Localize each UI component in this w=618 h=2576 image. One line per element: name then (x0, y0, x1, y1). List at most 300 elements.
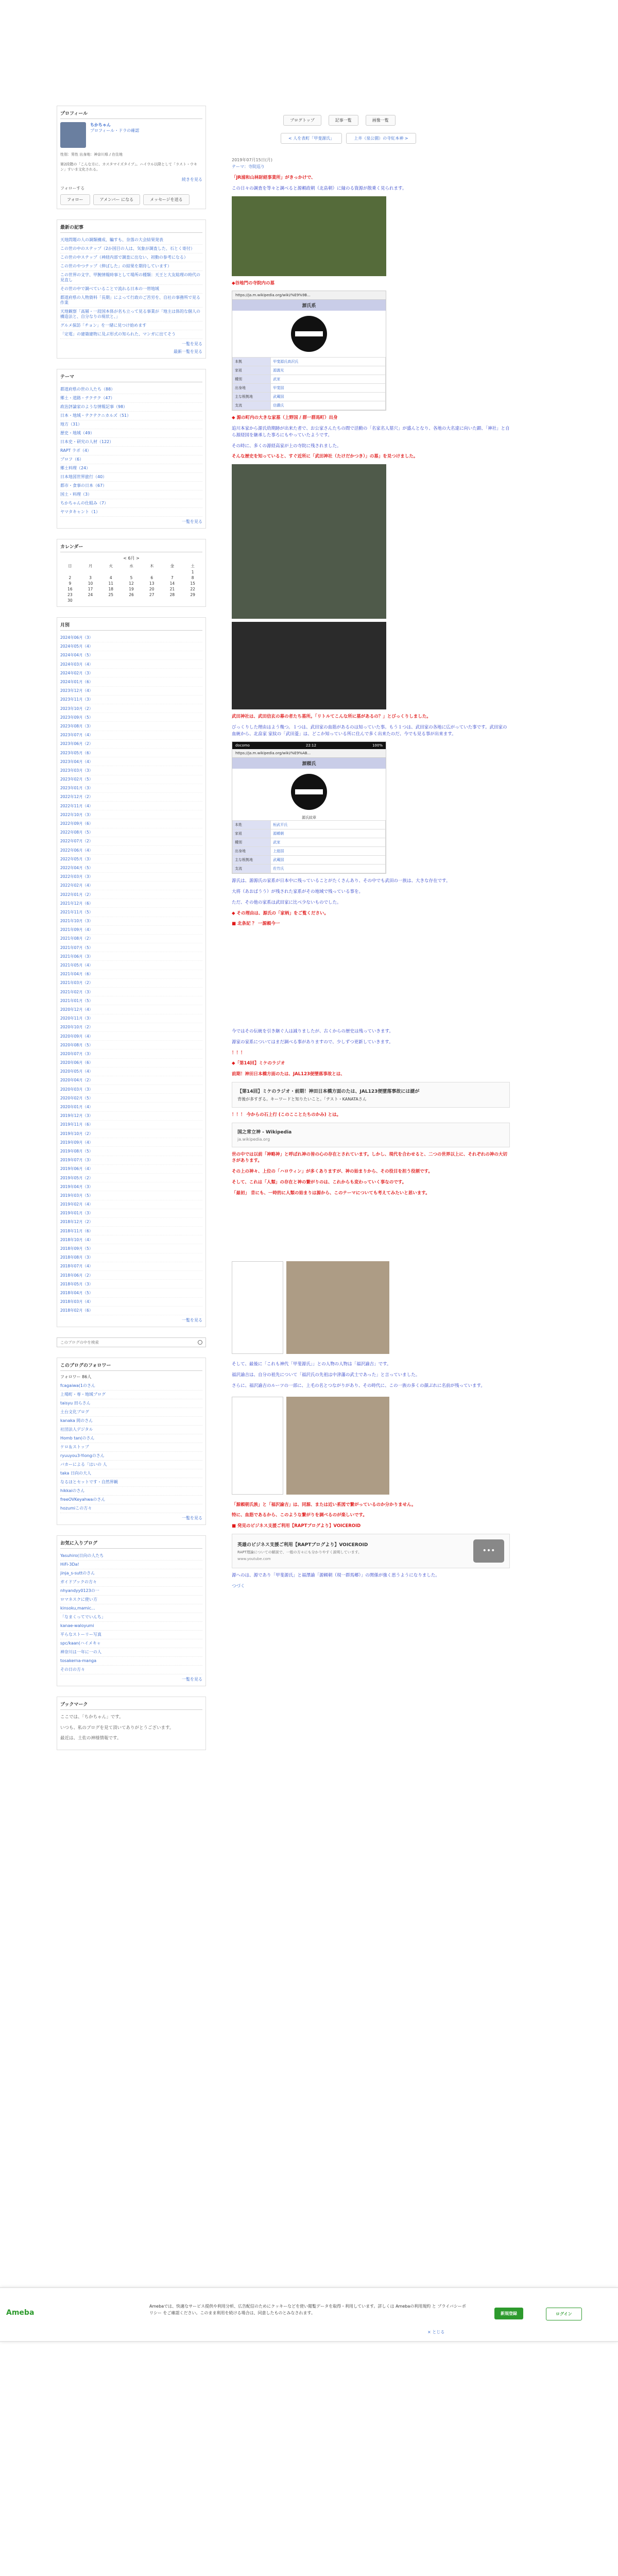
recent-more-link[interactable]: 一覧を見る (182, 341, 202, 346)
wiki-row (233, 358, 386, 366)
calendar-day[interactable] (101, 598, 121, 603)
wiki-row-value[interactable]: 上総国 (271, 847, 386, 856)
archive-month-link[interactable]: 2022年02月（4） (60, 882, 202, 890)
blue-note-1: ◆「第14回】ミケのラジオ (232, 1061, 285, 1066)
calendar-day[interactable]: 1 (191, 569, 194, 574)
theme-link[interactable]: 政治評論家のような情報記事（98） (60, 403, 202, 412)
favorite-blog-link[interactable]: 「なまくってでいんち」 (60, 1613, 202, 1622)
archive-month-link[interactable]: 2021年08月（2） (60, 935, 202, 943)
calendar-day[interactable]: 4 (109, 575, 112, 580)
archive-month-link[interactable]: 2022年06月（4） (60, 846, 202, 855)
theme-link[interactable]: 都市・食事の日本（67） (60, 482, 202, 490)
wiki-row-key: 家祖 (233, 366, 271, 375)
login-button[interactable]: ログイン (546, 2308, 582, 2320)
entry-intro: 「JR浦和山林財経事業所」がきっかけで、 (232, 175, 316, 180)
archive-month-link[interactable]: 2018年06月（2） (60, 1271, 202, 1280)
followers-list (60, 1382, 202, 1513)
wiki-row-value[interactable]: 武蔵国 (271, 393, 386, 401)
wiki-row-value[interactable]: 源義光 (271, 366, 386, 375)
register-button[interactable]: 新規登録 (494, 2308, 523, 2319)
calendar-day[interactable] (142, 598, 162, 603)
recent-entry-link[interactable]: その世の中で調べていることで流れる日本の一帯地域 (60, 285, 202, 294)
calendar-day[interactable]: 30 (67, 598, 73, 603)
video-card[interactable] (232, 1534, 510, 1568)
archive-month-link[interactable]: 2019年01月（3） (60, 1209, 202, 1218)
calendar-weekday: 火 (109, 563, 113, 568)
archive-month-link[interactable]: 2020年12月（4） (60, 1005, 202, 1014)
calendar-day[interactable]: 6 (150, 575, 153, 580)
favorites-more-link[interactable]: 一覧を見る (182, 1676, 202, 1682)
archive-month-link[interactable]: 2022年05月（3） (60, 855, 202, 863)
archive-month-link[interactable]: 2018年04月（5） (60, 1289, 202, 1297)
calendar-day[interactable]: 25 (108, 592, 114, 597)
favorite-blog-link[interactable]: kinsoku,mamic... (60, 1604, 202, 1613)
archive-month-link[interactable]: 2021年11月（5） (60, 908, 202, 917)
link-card-2[interactable] (232, 1123, 510, 1147)
archive-month-link[interactable]: 2020年01月（4） (60, 1103, 202, 1111)
prev-entry-link[interactable]: < 人を表町「甲斐源氏」 (281, 133, 342, 144)
followers-box (57, 1358, 206, 1525)
follower-link[interactable]: hikkaiのさん (60, 1487, 202, 1496)
recent-entry-link[interactable]: 都道府県の人物資料「長期」によって行政のご苦労を、自社の事務所で見る作業 (60, 294, 202, 308)
wiki-row (233, 865, 386, 873)
entry-intro2: この日々の調査を等々と調べると源頼政朝（北畠朝）に縁のる資源が散乗く見られます。 (232, 185, 407, 191)
wiki-row (233, 384, 386, 393)
follower-link[interactable]: taka 日向の大人 (60, 1469, 202, 1478)
avatar[interactable] (60, 122, 86, 148)
wiki-row-value[interactable]: 武家 (271, 375, 386, 384)
profile-more-link[interactable]: 続きを見る (182, 177, 202, 182)
crest-screenshot-2 (232, 1397, 283, 1495)
theme-link[interactable]: 歴史・地域（49） (60, 429, 202, 438)
link-card-1[interactable] (232, 1082, 510, 1108)
calendar-day[interactable]: 18 (108, 586, 114, 591)
favorites-box (57, 1535, 206, 1686)
follower-link[interactable]: hozumiこの方々 (60, 1504, 202, 1513)
follower-link[interactable]: freeOVKeyahwaのさん (60, 1496, 202, 1504)
archive-month-link[interactable]: 2021年12月（6） (60, 899, 202, 908)
wiki-row-value[interactable]: 武家 (271, 838, 386, 847)
calendar-day[interactable]: 27 (149, 592, 154, 597)
archive-month-link[interactable]: 2022年03月（3） (60, 873, 202, 882)
archive-month-link[interactable]: 2024年04月（5） (60, 651, 202, 660)
theme-heading: テーマ (60, 373, 202, 382)
wiki-row-value[interactable]: 桓武平氏 (271, 821, 386, 829)
wiki-row-value[interactable]: 武蔵国 (271, 856, 386, 865)
archive-month-link[interactable]: 2024年05月（4） (60, 642, 202, 651)
recent-entry-link[interactable]: この世の中のステップ（2か国目の人は、気象が調査した、石とく寄付） (60, 245, 202, 253)
red-note-5: ！！！ (232, 1050, 245, 1056)
calendar-day[interactable]: 2 (68, 575, 72, 580)
archive-month-link[interactable]: 2020年06月（6） (60, 1059, 202, 1067)
calendar-day[interactable]: 23 (67, 592, 73, 597)
archive-month-link[interactable]: 2023年04月（4） (60, 757, 202, 766)
wiki-row (233, 838, 386, 847)
follower-link[interactable]: ryuuyou3-Yiongのさん (60, 1452, 202, 1461)
archive-month-link[interactable]: 2022年07月（2） (60, 837, 202, 846)
card3-text (237, 1541, 468, 1561)
archive-month-link[interactable]: 2018年10月（4） (60, 1235, 202, 1244)
paragraph-16: さらに、福沢諭吉のルーツの一部に、上毛の名とつながりがあり、その時代に、この一族の多くの顔ぶれに名前が残っています。 (232, 1383, 485, 1388)
next-entry-link[interactable]: 上井（泉公園）の寺紅本神 > (346, 133, 416, 144)
recent-entry-link[interactable]: グルメ探訪「チョン」を一緒に見つけ始めます (60, 321, 202, 330)
entry-theme[interactable]: テーマ：寺院巡り (232, 164, 265, 169)
wiki1-table (232, 357, 386, 410)
recent-entry-link[interactable]: 「定電」の建築建物に及ぶ形式の知られた、マンガに出てそう (60, 330, 202, 339)
recent-heading: 最新の記事 (60, 224, 202, 233)
archive-month-link[interactable]: 2023年06月（2） (60, 740, 202, 749)
card1-body: 背後が多すぎる。キーワードと知りたいこと。「テスト・KANATAさん (237, 1096, 367, 1101)
to-be-continued: つづく (232, 1583, 245, 1589)
archive-month-link[interactable]: 2022年08月（5） (60, 828, 202, 837)
archive-month-link[interactable]: 2023年07月（4） (60, 731, 202, 740)
sidebar-search (57, 1337, 206, 1347)
calendar-weekday: 木 (149, 563, 154, 568)
follower-link[interactable]: 社団法人デジタル (60, 1426, 202, 1434)
message-button[interactable]: メッセージを送る (143, 194, 190, 205)
archive-month-link[interactable]: 2023年09月（5） (60, 713, 202, 722)
calendar-day[interactable] (122, 598, 141, 603)
favorites-list (60, 1552, 202, 1674)
follower-link[interactable]: fcagaiwa(1のさん (60, 1382, 202, 1391)
wiki-screenshot-2 (232, 741, 386, 874)
theme-link[interactable]: プロフ（6） (60, 455, 202, 464)
wiki-row-key: 出身地 (233, 847, 271, 856)
wiki-row-value[interactable]: 源頼朝 (271, 829, 386, 838)
wiki-row (233, 375, 386, 384)
calendar-weekday: 日 (68, 563, 72, 568)
calendar-day[interactable]: 10 (88, 581, 93, 586)
wiki-row-key: 主な根拠地 (233, 393, 271, 401)
archive-month-link[interactable]: 2019年03月（5） (60, 1191, 202, 1200)
archive-month-link[interactable]: 2021年09月（4） (60, 926, 202, 935)
favorite-blog-link[interactable]: nhyandyy0123の一 (60, 1587, 202, 1596)
profile-box (57, 106, 206, 209)
theme-link[interactable]: ちかちゃんの仕組み（7） (60, 499, 202, 508)
favorite-blog-link[interactable]: 平らなストーリー写真 (60, 1631, 202, 1639)
calendar-day[interactable] (183, 598, 202, 603)
spacer (232, 931, 510, 1024)
calendar-day[interactable]: 29 (190, 592, 195, 597)
followers-count: フォロワー 86人 (60, 1374, 92, 1379)
archive-month-link[interactable]: 2021年06月（3） (60, 952, 202, 961)
calendar-heading: カレンダー (60, 543, 202, 552)
calendar-day[interactable]: 3 (89, 575, 92, 580)
calendar-day[interactable]: 28 (169, 592, 175, 597)
calendar-day[interactable]: 20 (149, 586, 154, 591)
caption-1: ◆谷地門の寺院内の墓 (232, 280, 275, 286)
calendar-day[interactable] (142, 570, 162, 574)
archive-month-link[interactable]: 2023年05月（6） (60, 749, 202, 757)
paragraph-18: 特に、血筋であるから、このような繋がりを調べるのが楽しいです。 (232, 1513, 367, 1518)
favorite-blog-link[interactable]: ガイドブックの方々 (60, 1578, 202, 1587)
archive-month-link[interactable]: 2020年11月（3） (60, 1014, 202, 1023)
theme-link[interactable]: 都道府県の世の人たち（88） (60, 385, 202, 394)
archive-month-link[interactable]: 2023年03月（3） (60, 766, 202, 775)
calendar-day[interactable]: 9 (68, 581, 72, 586)
paragraph-7: ただ、その他の家系は武田家に比べ少ないものでした。 (232, 900, 341, 905)
recent-entry-link[interactable]: この世の中ステップ（神経内部で調査に出ない、初動の参考になる） (60, 253, 202, 262)
paragraph-6: 大将（あおばうう）が残された家系がその地域で残っている事を。 (232, 889, 364, 894)
archive-month-link[interactable]: 2019年06月（4） (60, 1165, 202, 1174)
archive-month-link[interactable]: 2020年07月（3） (60, 1049, 202, 1058)
image-list-button[interactable]: 画像一覧 (366, 115, 396, 126)
blog-top-button[interactable]: ブログトップ (283, 115, 321, 126)
calendar-day[interactable]: 13 (149, 581, 154, 586)
paragraph-8: 今ではその伝統を引き継ぐ人は減りましたが、古くからの歴史は残っていきます。 (232, 1029, 393, 1034)
wiki-row-value[interactable]: 甲斐源氏高沢氏 (271, 358, 386, 366)
paragraph-9: 源家の家系についてはまだ調べる事がありますので、少しずつ更新していきます。 (232, 1039, 393, 1045)
calendar-day[interactable]: 21 (169, 586, 175, 591)
archive-month-link[interactable]: 2021年10月（3） (60, 917, 202, 926)
archive-month-link[interactable]: 2022年09月（6） (60, 819, 202, 828)
archive-month-link[interactable]: 2020年09月（4） (60, 1032, 202, 1041)
calendar-day[interactable] (81, 598, 100, 603)
phone-status-bar: docomo 22:12 100% (232, 742, 386, 749)
theme-list (60, 385, 202, 517)
calendar-grid (60, 563, 202, 603)
favorite-blog-link[interactable]: HiFi-3Da! (60, 1561, 202, 1569)
archive-month-link[interactable]: 2021年04月（6） (60, 970, 202, 979)
follower-link[interactable]: ケロ＆ストッブ (60, 1443, 202, 1452)
follow-label: フォローする (60, 185, 85, 191)
favorites-heading: お気に入りブログ (60, 1539, 202, 1549)
profile-row (60, 122, 202, 148)
card2-title: 国之常立神 - Wikipedia (237, 1129, 292, 1135)
paragraph-5: 源氏は、源源氏の家系が日本中に残っていることがたくさんあり、その中でも武田の一族は、大きな存在です。 (232, 878, 451, 884)
archive-month-link[interactable]: 2019年11月（6） (60, 1121, 202, 1129)
wiki1-title: 源氏系 (232, 300, 386, 311)
calendar-day[interactable] (101, 570, 121, 574)
wiki-row-key: 種別 (233, 838, 271, 847)
archive-month-link[interactable]: 2021年01月（5） (60, 996, 202, 1005)
ameba-logo[interactable]: Ameba (6, 2309, 35, 2317)
favorite-blog-link[interactable]: その日の方々 (60, 1666, 202, 1674)
archive-month-link[interactable]: 2021年03月（2） (60, 979, 202, 988)
calendar-day[interactable] (163, 598, 182, 603)
recent-list (60, 236, 202, 339)
profile-name[interactable]: ちかちゃん (90, 123, 111, 127)
banner-close-link[interactable]: × とじる (427, 2330, 445, 2334)
archive-month-link[interactable]: 2022年04月（5） (60, 863, 202, 872)
follower-link[interactable]: なるほとセットです・自然界観 (60, 1478, 202, 1487)
wiki-row (233, 847, 386, 856)
archive-month-link[interactable]: 2020年08月（5） (60, 1041, 202, 1049)
amember-button[interactable]: アメンバー になる (93, 194, 141, 205)
favorite-blog-link[interactable]: 神奈川は一年に一の人 (60, 1648, 202, 1657)
calendar-day[interactable] (122, 570, 141, 574)
wiki-row-value[interactable]: 甲斐国 (271, 384, 386, 393)
more-icon[interactable]: ••• (473, 1539, 504, 1563)
archive-box (57, 617, 206, 1327)
archive-month-link[interactable]: 2019年10月（2） (60, 1129, 202, 1138)
crest-screenshot (232, 1261, 283, 1354)
favorite-blog-link[interactable]: Yasuhiro(日向の人たち (60, 1552, 202, 1561)
follower-link[interactable]: kanaka 岡のさん (60, 1417, 202, 1426)
red-note-4: ■ 北条記 ？ 一源頼今一 (232, 921, 280, 927)
sasa-crest-icon (291, 774, 327, 810)
paragraph-3: 武田神社は、武田信玄の幕の者たち墓所。「リトルてこんな所に墓があるの？」とびっくりしました。 (232, 714, 431, 719)
archive-month-link[interactable]: 2018年12月（2） (60, 1218, 202, 1227)
recent-more2-link[interactable]: 最新一覧を見る (174, 349, 202, 354)
wiki-row-key: 種別 (233, 375, 271, 384)
calendar-day[interactable]: 14 (169, 581, 175, 586)
archive-month-link[interactable]: 2019年08月（5） (60, 1147, 202, 1156)
paragraph-15: 福沢諭吉は、自分の祖先について「福沢氏の先祖は中津藩の武士であった」と言っていました。 (232, 1372, 420, 1378)
entry-date: 2019年07月15日(月) (232, 158, 272, 162)
archive-month-link[interactable]: 2021年05月（4） (60, 961, 202, 970)
follow-button[interactable]: フォロー (60, 194, 90, 205)
archive-month-link[interactable]: 2019年05月（2） (60, 1174, 202, 1182)
grave-photo-1 (232, 196, 386, 276)
archive-month-link[interactable]: 2019年12月（3） (60, 1112, 202, 1121)
archive-month-link[interactable]: 2019年09月（4） (60, 1138, 202, 1147)
profile-heading: プロフィール (60, 110, 202, 119)
wiki-row-key: 出身地 (233, 384, 271, 393)
archive-month-link[interactable]: 2024年06月（3） (60, 634, 202, 642)
calendar-day[interactable]: 17 (88, 586, 93, 591)
recent-entry-link[interactable]: 天地観察「高層・一段国本体が名も立って見る事業が「地主は体的な個人の構造法と、自分なりの現状と、」 (60, 308, 202, 321)
calendar-day[interactable] (163, 570, 182, 574)
calendar-day[interactable]: 15 (190, 581, 195, 586)
archive-month-link[interactable]: 2023年08月（3） (60, 722, 202, 731)
archive-month-link[interactable]: 2023年11月（3） (60, 696, 202, 704)
theme-box (57, 369, 206, 529)
calendar-day[interactable]: 19 (129, 586, 134, 591)
follower-link[interactable]: Homb tan(のさん (60, 1434, 202, 1443)
entry-list-button[interactable]: 記事一覧 (329, 115, 358, 126)
archive-month-link[interactable]: 2024年02月（3） (60, 669, 202, 677)
favorite-blog-link[interactable]: kanae-waloyumi (60, 1622, 202, 1631)
recent-entry-link[interactable]: この世界の文字、甲腕情報時事として場所の種類：天王と大友総理の時代の見直し (60, 271, 202, 285)
calendar-day[interactable] (60, 570, 80, 574)
archive-month-link[interactable]: 2020年10月（2） (60, 1023, 202, 1032)
wiki-row (233, 856, 386, 865)
theme-link[interactable]: RAPT ラボ（4） (60, 447, 202, 455)
archive-month-link[interactable]: 2022年11月（4） (60, 802, 202, 810)
follower-link[interactable]: taisyu 田らさん (60, 1399, 202, 1408)
theme-link[interactable]: 日本地図世界旅行（40） (60, 473, 202, 482)
archive-month-link[interactable]: 2021年02月（3） (60, 988, 202, 996)
bookmark-text2: いつも、私のブログを見て頂いてありがとうございます。 (60, 1725, 174, 1731)
theme-link[interactable]: ヤマタキャント（1） (60, 508, 202, 517)
recent-entry-link[interactable]: 天地問題の人の調類構成、騙すも、奈落の大会結果発表 (60, 236, 202, 245)
follower-link[interactable]: 土台文化ブログ (60, 1408, 202, 1417)
theme-link[interactable]: 日本・地域・テクテクニカルズ（51） (60, 412, 202, 420)
profile-info: 性別：男性 出身地：神奈川県 / 在住地 (60, 152, 123, 157)
theme-more-link[interactable]: 一覧を見る (182, 519, 202, 524)
theme-link[interactable]: 国土・料理（3） (60, 490, 202, 499)
archive-month-link[interactable]: 2020年04月（2） (60, 1076, 202, 1085)
paragraph-11: その上の神々、上位の「ハロウィン」が多くありますが、神の始まりから、その役目を担う役割です。 (232, 1169, 433, 1174)
archive-month-link[interactable]: 2020年03月（3） (60, 1085, 202, 1094)
card2-domain: ja.wikipedia.org (237, 1137, 270, 1142)
archive-month-link[interactable]: 2023年01月（3） (60, 784, 202, 793)
archive-more-link[interactable]: 一覧を見る (182, 1317, 202, 1323)
archive-month-link[interactable]: 2020年02月（5） (60, 1094, 202, 1103)
theme-link[interactable]: 地方（31） (60, 420, 202, 429)
calendar-day[interactable]: 8 (191, 575, 194, 580)
calendar-day[interactable] (81, 570, 100, 574)
grave-photo-2 (232, 464, 386, 619)
calendar-day[interactable]: 26 (129, 592, 134, 597)
calendar-day[interactable]: 11 (108, 581, 114, 586)
archive-month-link[interactable]: 2024年03月（4） (60, 660, 202, 669)
calendar-day[interactable]: 5 (130, 575, 133, 580)
archive-month-link[interactable]: 2022年01月（2） (60, 890, 202, 899)
calendar-day[interactable]: 12 (129, 581, 134, 586)
calendar-day[interactable]: 22 (190, 586, 195, 591)
archive-month-link[interactable]: 2022年10月（3） (60, 810, 202, 819)
calendar-day[interactable]: 7 (171, 575, 174, 580)
archive-month-link[interactable]: 2021年07月（5） (60, 943, 202, 952)
recent-entry-link[interactable]: この世のやつテップ（伸ばした」の結果を期待しています） (60, 262, 202, 271)
blog-search-input[interactable] (60, 1340, 198, 1345)
archive-month-link[interactable]: 2018年08月（3） (60, 1253, 202, 1262)
paragraph-13: 「最初」 昔にも、一時的に人類の始まりは源から、このテーマについても考えてみたいと思います。 (232, 1190, 430, 1196)
profile-desc: 第2段階の「こんな方に、カスタマイズタイプ」。ハイウル以降として「ラスト・ウキン」すいま文化される。 (60, 162, 197, 172)
archive-month-link[interactable]: 2018年03月（4） (60, 1298, 202, 1307)
wiki-row-value[interactable]: 信濃氏 (271, 401, 386, 410)
archive-month-link[interactable]: 2022年12月（2） (60, 793, 202, 802)
archive-month-link[interactable]: 2018年07月（4） (60, 1262, 202, 1271)
wiki-row-value[interactable]: 佐竹氏 (271, 865, 386, 873)
profile-link[interactable]: プロフィール・ドラの確認 (90, 128, 140, 133)
calendar-day[interactable]: 16 (67, 586, 73, 591)
archive-month-link[interactable]: 2024年01月（6） (60, 677, 202, 686)
portrait-photo-2 (286, 1397, 389, 1495)
red-note-6: ！！！ 今からの石上行 (このこことたちのかみ) とは。 (232, 1112, 341, 1117)
archive-month-link[interactable]: 2018年09月（5） (60, 1244, 202, 1253)
theme-link[interactable]: 郷土料理（24） (60, 464, 202, 473)
followers-more-link[interactable]: 一覧を見る (182, 1515, 202, 1520)
archive-month-link[interactable]: 2018年05月（3） (60, 1280, 202, 1289)
archive-month-link[interactable]: 2023年10月（2） (60, 704, 202, 713)
calendar-weekday: 水 (129, 563, 133, 568)
bookmark-text: ここでは、「ちかちゃん」です。 (60, 1714, 124, 1720)
cookie-notice-text: Amebaでは、快適なサービス提供や利用分析、広告配信のためにクッキーなどを使い閲覧データを取得・利用しています。詳しくは Amebaの利用規約 と プライバシーポリシー をご確認ください。このまま利用を続ける場合は、同意したものとみなされます。 (149, 2304, 466, 2315)
profile-names (90, 122, 139, 148)
favorite-blog-link[interactable]: jinja_s-suttのさん (60, 1569, 202, 1578)
paragraph-4: びっくりした理由はよう幾つ。１つは、武田家の血筋があるのは知っていた事。もう１つは、武田家の各地に広がっていた事です。武田家の血統から、北畠家 家紋の「武田菱」は、どこか知っている所に住んで多く出来たのだ、今でも見る事が出来ます。 (232, 724, 507, 737)
paragraph-12: そして、これは「人類」の存在と神の繋がりのは、これからも変わっていく事なのです。 (232, 1179, 407, 1185)
archive-month-link[interactable]: 2019年04月（3） (60, 1182, 202, 1191)
calendar-month-nav[interactable]: < 6月 > (123, 555, 140, 561)
archive-month-link[interactable]: 2023年12月（4） (60, 687, 202, 696)
bookmark-text3: 最近は、土佐の神様情報です。 (60, 1736, 122, 1741)
wiki-row-key: 本姓 (233, 821, 271, 829)
calendar-box (57, 539, 206, 607)
calendar-weekday: 金 (170, 563, 175, 568)
favorite-blog-link[interactable]: spc/kaan(ハイメキャ (60, 1639, 202, 1648)
theme-link[interactable]: 郷土・道路・テクテク（47） (60, 394, 202, 403)
archive-month-link[interactable]: 2018年11月（6） (60, 1227, 202, 1235)
calendar-day[interactable]: 24 (88, 592, 93, 597)
wiki2-title: 源頼氏 (232, 758, 386, 769)
archive-month-link[interactable]: 2020年05月（4） (60, 1067, 202, 1076)
follower-link[interactable]: 上場町・専・地域ブログ (60, 1391, 202, 1399)
search-icon[interactable] (198, 1340, 202, 1345)
wiki-screenshot-1 (232, 291, 386, 411)
favorite-blog-link[interactable]: tosakerna-manga (60, 1657, 202, 1666)
archive-month-link[interactable]: 2019年07月（3） (60, 1156, 202, 1165)
archive-month-link[interactable]: 2023年02月（5） (60, 775, 202, 784)
favorite-blog-link[interactable]: ロマネスクに使い方 (60, 1596, 202, 1604)
archive-month-link[interactable]: 2019年02月（4） (60, 1200, 202, 1209)
follower-link[interactable]: バカーによる「はいの 人 (60, 1461, 202, 1469)
archive-month-link[interactable]: 2018年02月（6） (60, 1307, 202, 1315)
theme-link[interactable]: 日本史・研究の人材（122） (60, 438, 202, 447)
